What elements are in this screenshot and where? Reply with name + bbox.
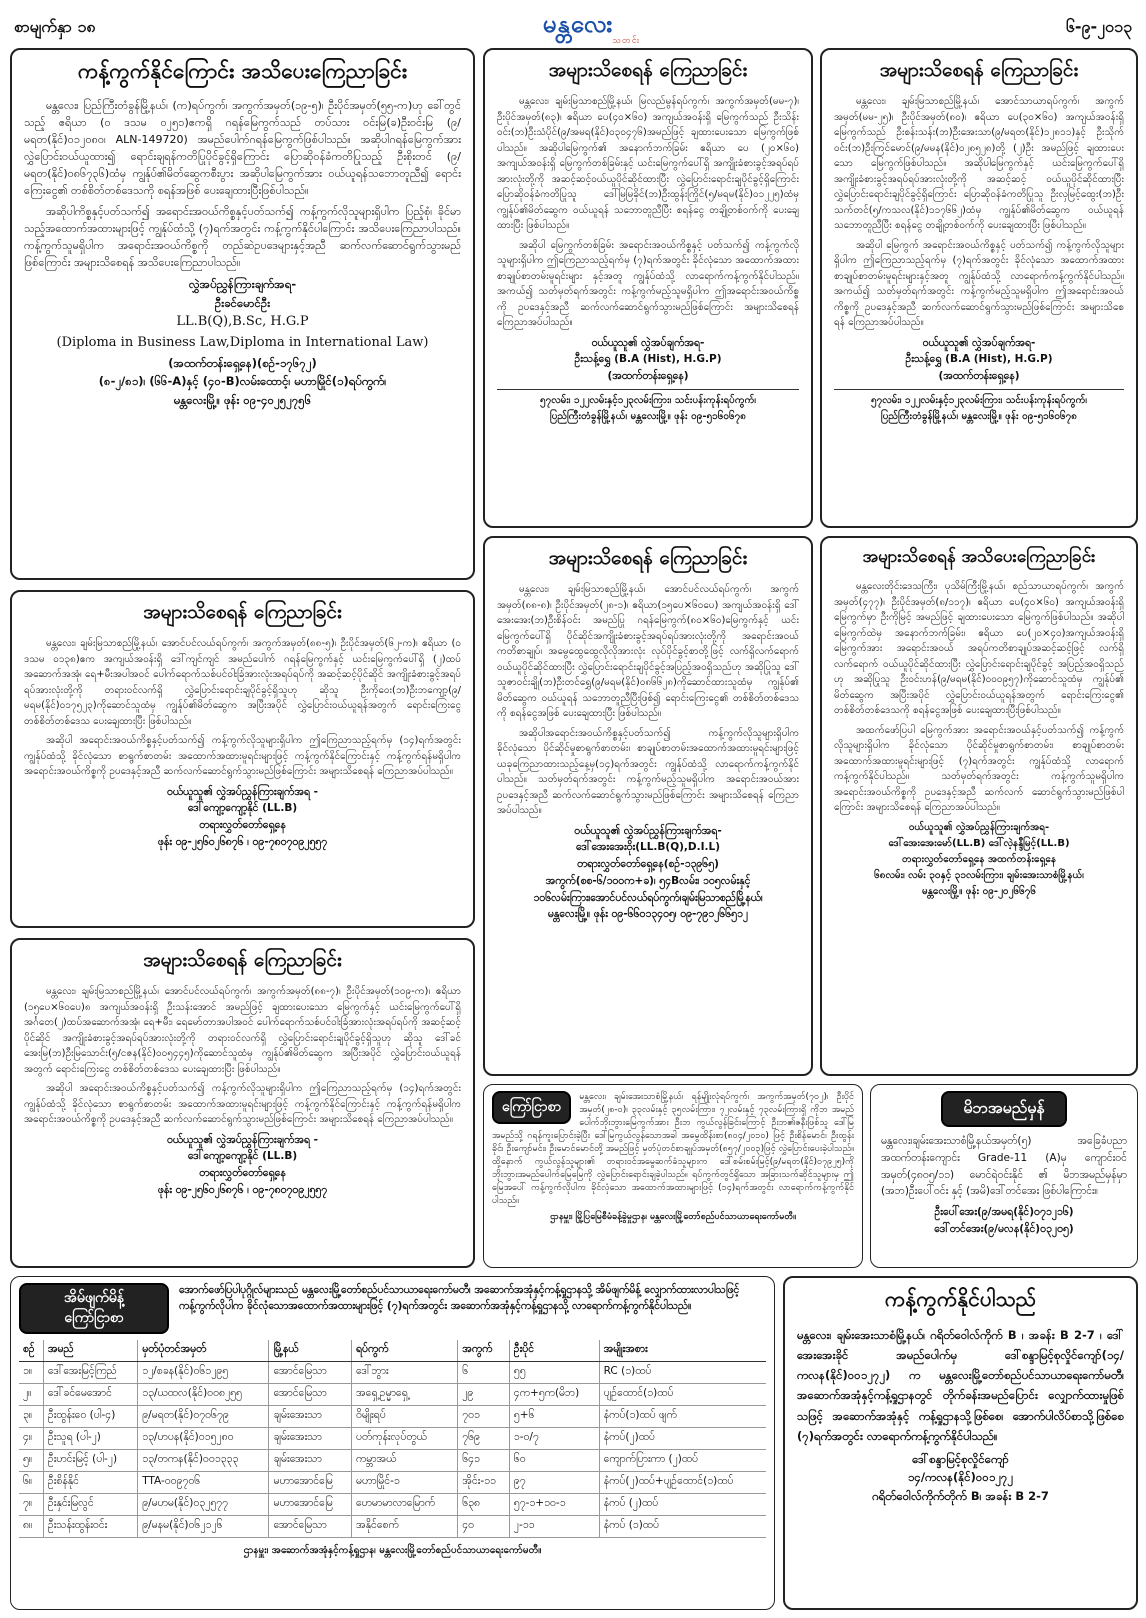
table-cell: ဦးထွန်းဝေ (ပါ-၄): [43, 1406, 137, 1428]
notice-public-2: [820, 48, 1138, 528]
notice-signature: [497, 335, 799, 385]
signature-address: (၈-၂/၈၁)၊ (၆၆-A)နှင့် (၄၀-B)လမ်းထောင့်၊ မဟာမြိုင်(၁)ရပ်ကွက်၊: [98, 374, 387, 389]
table-cell: နံကပ်(၂)ထပ်+ပျဉ်ထောင်(၁)ထပ်: [599, 1472, 766, 1494]
table-cell: ၁။: [19, 1362, 43, 1384]
signature-name: ဒေါ်အေးအေးဝိုး(LL.B(Q),D.I.L): [575, 841, 721, 854]
table-cell: ဝိမျိုးရပ်: [351, 1406, 457, 1428]
signature-phone: ဖုန်း ၀၉-၂၅၆၀၂၆၈၇၆ ၊ ၀၉-၇၈၀၇၀၉၂၅၅၇: [157, 1183, 328, 1196]
table-cell: ၁၃/တကန(နိုင်)၀၀၁၃၃၃: [138, 1450, 269, 1472]
table-cell: ပျဉ်ထောင်(၁)ထပ်: [599, 1384, 766, 1406]
table-cell: အနိုင်စေက်: [351, 1516, 457, 1538]
notice-title: အများသိစေရန် အသိပေးကြေညာခြင်း: [862, 547, 1096, 567]
table-cell: မဟာအောင်မြေ: [269, 1494, 351, 1516]
table-cell: ၃။: [19, 1406, 43, 1428]
demolition-footer: ဌာနမှူး၊ အဆောက်အအုံနှင့်ကန့်ရှုဌာန၊ မန္တလေးမြို့တော်စည်ပင်သာယာရေးကော်မတီ။: [243, 1545, 542, 1557]
table-header-cell: အမျိုးအစား: [599, 1340, 766, 1362]
table-cell: ၆: [458, 1362, 510, 1384]
notice-parent-name: [870, 1084, 1138, 1268]
address-line: ၁၀၆လမ်းကြား၊အောင်ပင်လယ်ရပ်ကွက်၊ချမ်းမြသာစည်မြို့နယ်၊: [533, 891, 763, 904]
signature-name: ဦးသန့်ရွှေ (B.A (Hist), H.G.P): [905, 353, 1053, 366]
notice-title: ကန့်ကွက်နိုင်ကြောင်း အသိပေးကြေညာခြင်း: [77, 59, 408, 83]
notice-address: [834, 389, 1124, 425]
signature-phone: ဖုန်း ၀၉-၂၅၆၀၂၆၈၇၆ ၊ ၀၉-၇၈၀၇၀၉၂၅၅၇: [157, 835, 328, 848]
parent-tag: မိဘအမည်မှန်: [941, 1091, 1066, 1127]
signature-name: ဒေါ်ကျော့ကျော့နိုင် (LL.B): [187, 1150, 298, 1163]
table-cell: ၆။: [19, 1472, 43, 1494]
notice-paragraph: မန္တလေး၊ ချမ်းမြသာစည်မြို့နယ်၊ အောင်ပင်လယ်ရပ်ကွက်၊ အကွက်အမှတ်(၈၈-၈)၊ ဦးပိုင်အမှတ်(၂၈-၁)၊ ဧရိယာ(၁၅ပေ×၆၀ပေ) အကျယ်အဝန်းရှိ ဒေါ်အေးအေး(ဘ)ဦးစိန်ဝင်း အမည်ပြု ဂရန်မြေကွက်(၈၀×၆၀)မြေကွက်နှင့် ယင်းမြေကွက်ပေါ်ရှိ ပိုင်ဆိုင်အကျိုးခံစားခွင့်အရပ်ရပ်အားလုံးတို့ကို အရောင်းအဝယ်ကတိစာချုပ်၊ အမွေထွေထွေလိုလိုအားလုံး လုပ်ပိုင်ခွင့်စာတို့ဖြင့် လက်ရှိလက်ရောက် ဝယ်ယူပိုင်ဆိုင်ထားပြီး လွှဲပြောင်းရောင်းချပိုင်ခွင့်အပြည့်အဝရှိသည်ဟု အဆိုပြုသူ ဒေါ်သူဇာဝင်းချို(ဘ)ဦးတင်ရွှေ(၉/မရမ(နိုင်)၀၈၆၆၂၈)ကိုဆောင်ထားသူထံမှ ကျွန်ုပ်၏ မိတ်ဆွေက ဝယ်ယူရန် သဘောတူညီပြီးဖြစ်၍ ရောင်းကြေးငွေ၏ တစ်စိတ်တစ်ဒေသကို စရန်ငွေအဖြစ် ပေးချေထားပြီး ဖြစ်ပါသည်။: [497, 584, 799, 719]
table-cell: ၆၄၁: [458, 1450, 510, 1472]
notice-signature: [24, 1132, 461, 1199]
demolition-tag: [19, 1283, 169, 1334]
signature-role: ဝယ်ယူသူ၏ လွှဲအပ်ညွှန်ကြားချက်အရ -: [166, 785, 319, 798]
table-header-cell: အကွက်: [458, 1340, 510, 1362]
table-row: [19, 1406, 766, 1428]
table-row: [19, 1450, 766, 1472]
signature-name: ဒေါ်အေးအေးမော်(LL.B) ဒေါ်လဲ့နန္ဒီမြင့်(LL.B): [888, 837, 1070, 849]
page-number: စာမျက်နှာ ၁၈: [14, 17, 96, 36]
notice-signature: [24, 275, 461, 409]
masthead-logo: [508, 8, 648, 48]
notice-paragraph: မန္တလေး၊ ချမ်းမြသာစည်မြို့နယ်၊ အောင်သာယာရပ်ကွက်၊ အကွက်အမှတ်(မမ-၂၅)၊ ဦးပိုင်အမှတ်(၈၀)၊ ဧရိယာ ပေ(၃၀×၆၀) အကျယ်အဝန်းရှိ မြေကွက်သည် ဦးစန်းသန်း(ဘ)ဦးအေးသာ(၉/မရတ(နိုင်)၁၂၈၁၁)နှင့် ဦးသိုက်ဝင်း(ဘ)ဦးကြင်မောင်(၉/မမန(နိုင်)၀၂၈၅၂၈)တို့ (၂)ဦး အမည်ဖြင့် ချထားပေးသော မြေကွက်ဖြစ်ပါသည်။ အဆိုပါမြေကွက်နှင့် ယင်းမြေကွက်ပေါ်ရှိ အကျိုးခံစားခွင့်အရပ်ရပ်အားလုံးတို့ကို အဆင့်ဆင့် ဝယ်ယူပိုင်ဆိုင်ထားပြီး လွှဲပြောင်းရောင်းချပိုင်ခွင့်ရှိကြောင်း ပြောဆိုဝန်ခံကတိပြုသူ ဦးလှမြင့်ထွေး(ဘ)ဦးသက်တင်(၅/ကသလ(နိုင်)၁၁၇၆၆၂)ထံမှ ကျွန်ုပ်၏မိတ်ဆွေက ဝယ်ယူရန် သဘောတူညီပြီး စရန်ငွေ တချို့တစ်ဝက်ကို ပေးချေထားပြီး ဖြစ်ပါသည်။: [834, 96, 1124, 231]
demolition-notice: [10, 1276, 775, 1610]
notice-title: အများသိစေရန် ကြေညာခြင်း: [143, 601, 342, 623]
signature-name: ဦးခင်မောင်ဦး: [214, 295, 271, 310]
table-header-cell: ဦးပိုင်: [509, 1340, 599, 1362]
signature-license: (အထက်တန်းရှေ့နေ): [607, 370, 689, 383]
notice-signature: [834, 335, 1124, 385]
table-cell: ကမ္ဘာအယ်: [351, 1450, 457, 1472]
table-cell: နံကပ် (၂)ထပ်: [599, 1494, 766, 1516]
table-cell: ဦးသန်းထွန်းဝင်း: [43, 1516, 137, 1538]
notice-paragraph: မန္တလေး၊ ချမ်းမြသာစည်မြို့နယ်၊ အောင်ပင်လယ်ရပ်ကွက်၊ အကွက်အမှတ်(၈၈-၅)၊ ဦးပိုင်အမှတ်(၆၂-က)၊ ဧရိယာ (၀ ဒသမ ၀၁၃၈)ဧက အကျယ်အဝန်းရှိ ဒေါ်ကျင်ကျင် အမည်ပေါက် ဂရန်မြေကွက်နှင့် ယင်းမြေကွက်ပေါ်ရှိ (၂)ထပ်အဆောက်အအုံ၊ ရေ+မီးအပါအဝင် ပေါက်ရောက်သစ်ပင်ဝါးခြံအားလုံးအရပ်ရပ်ကို အဆင့်ဆင့်ပိုင်ဆိုင် အကျိုးခံစားခွင့်အရပ်ရပ်အားလုံးတို့ကို တရားဝင်လက်ရှိ လွှဲပြောင်းရောင်းချပိုင်ခွင့်ရှိသူဟု ဆိုသူ ဦးကိုဝေး(ဘ)ဦးဘကျော့(၉/မရမ(နိုင်)၀၁၇၅၂၃)ကိုဆောင်သူထံမှ ကျွန်ုပ်၏မိတ်ဆွေက အပြီးအပိုင် လွှဲပြောင်းဝယ်ယူရန်အတွက် ရောင်းကြေးငွေ တစ်စိတ်တစ်ဒေသ ပေးချေထားပြီး ဖြစ်ပါသည်။: [24, 638, 461, 727]
tag-line: အိမ်ဖျက်မိန့်: [63, 1290, 124, 1306]
table-row: [19, 1428, 766, 1450]
table-row: [19, 1472, 766, 1494]
table-cell: ၁၃/ယထလ(နိုင်)၀၀၈၂၅၅: [138, 1384, 269, 1406]
table-cell: မဟာမြိုင်-၁: [351, 1472, 457, 1494]
signature-role: ဝယ်ယူသူ၏ လွှဲအပ်ချက်အရ-: [591, 336, 705, 349]
signature-role: ဝယ်ယူသူ၏ လွှဲအပ်ညွှန်ကြားချက်အရ-: [908, 821, 1050, 833]
table-row: [19, 1362, 766, 1384]
logo-subtext: သတင်း: [612, 36, 640, 46]
table-header-cell: စဉ်: [19, 1340, 43, 1362]
notice-objection: [10, 48, 475, 580]
notice-public-3: [10, 590, 475, 928]
table-cell: ၄၀: [458, 1516, 510, 1538]
table-cell: ဟေမာမာလာမြောက်: [351, 1494, 457, 1516]
address-line: မန္တလေးမြို့။ ဖုန်း ၀၉-၂၀၂၆၆၇၆: [922, 885, 1036, 897]
notice-paragraph: အဆိုပါ အရောင်းအဝယ်ကိစ္စနှင့်ပတ်သက်၍ ကန့်ကွက်လိုသူများရှိပါက ဤကြေညာသည့်ရက်မှ (၁၄)ရက်အတွင်း ကျွန်ုပ်ထံသို့ ခိုင်လုံသော စာရွက်စာတမ်း အထောက်အထားမူရင်းများဖြင့် ကန့်ကွက်နိုင်ကြောင်းနှင့် ကန့်ကွက်ရန်မရှိပါက အရောင်းအဝယ်ကိစ္စကို ဥပဒေနှင့်အညီ ဆက်လက်ဆောင်ရွက်သွားမည်ဖြစ်ကြောင်း အများသိစေရန် ကြေညာအပ်ပါသည်။: [24, 735, 461, 777]
tag-line: ကြော်ငြာစာ: [64, 1309, 124, 1326]
signature-degree: LL.B(Q),B.Sc, H.G.P: [176, 314, 309, 330]
address-line: အကွက်(စစ-၆/၁၀၀က+ခ)၊ ၅၄Bလမ်း၊ ၁၀၅လမ်းနှင့်: [545, 874, 751, 887]
notice-body: [497, 94, 799, 331]
table-cell: ၉/မဟမ(နိုင်)၀၃၂၅၇၇: [138, 1494, 269, 1516]
notice-public-1: [483, 48, 813, 528]
address-line: မန္တလေးမြို့။ ဖုန်း ၀၉-၆၆၀၁၃၄၀၅၊ ၀၉-၇၉၁၂၆၆၅၁၂: [547, 908, 749, 921]
table-cell: ၇၀၁: [458, 1406, 510, 1428]
table-cell: နံကပ်(၁)ထပ် ဖျက်: [599, 1406, 766, 1428]
notice-paragraph: မန္တလေး၊ချမ်းအေးသာစံမြို့နယ်အမှတ်(၅) အခြေခံပညာအထက်တန်းကျောင်း Grade-11 (A)မှ ကျောင်းဝင်အမှတ်(၄၈၀၅/၁၁) မောင်ရဲဝင်းနိုင် ၏ မိဘအမည်မှန်မှာ (အဘ)ဦးပေါ်ဝင်း နှင့် (အမိ)ဒေါ်တင်အေး ဖြစ်ပါကြောင်း။: [881, 1135, 1127, 1198]
notice-signature: [881, 1204, 1127, 1238]
address-line: ၆၈လမ်း၊ လမ်း ၃၀နှင့် ၃၁လမ်းကြား၊ ချမ်းအေးသာစံမြို့နယ်၊: [874, 869, 1084, 881]
table-cell: ကျောက်ပြားကာ (၂)ထပ်: [599, 1450, 766, 1472]
table-cell: ၉/မနမ(နိုင်)၀၆၂၁၂၆: [138, 1516, 269, 1538]
signature-role: ဝယ်ယူသူ၏ လွှဲအပ်ညွှန်ကြားချက်အရ -: [166, 1133, 319, 1146]
table-cell: အောင်မြေသာ: [269, 1516, 351, 1538]
notice-paragraph: မန္တလေးတိုင်းဒေသကြီး၊ ပုသိမ်ကြီးမြို့နယ်၊ စည်သာယာရပ်ကွက်၊ အကွက်အမှတ်(၄၇၇)၊ ဦးပိုင်အမှတ်(၈/၁၁၇)၊ ဧရိယာ ပေ(၄၀×၆၀) အကျယ်အဝန်းရှိ မြေကွက်မှာ ဦးကိုမြင့် အမည်ဖြင့် ချထားပေးသော မြေကွက်ဖြစ်ပါသည်။ အဆိုပါမြေကွက်ထဲမှ အနောက်ဘက်ခြမ်း၊ ဧရိယာ ပေ(၂၀×၄၀)အကျယ်အဝန်းရှိ မြေကွက်အား အရောင်းအဝယ် အရပ်ကတိစာချုပ်အဆင့်ဆင့်ဖြင့် လက်ရှိလက်ရောက် ဝယ်ယူပိုင်ဆိုင်ထားပြီး လွှဲပြောင်းရောင်းချပိုင်ခွင့် အပြည့်အဝရှိသည်ဟု အဆိုပြုသူ ဦးဝင်းဟန်(၉/မရမ(နိုင်)၀၀၀၉၅၇)ကိုဆောင်သူထံမှ ကျွန်ုပ်၏ မိတ်ဆွေက အပြီးအပိုင် လွှဲပြောင်းဝယ်ယူရန်အတွက် ရောင်းကြေးငွေ၏ တစ်စိတ်တစ်ဒေသကို စရန်ငွေအဖြစ် ပေးချေထားပြီးဖြစ်ပါသည်။: [834, 581, 1124, 716]
notice-title: အများသိစေရန် ကြေညာခြင်း: [143, 949, 342, 971]
notice-body: [24, 984, 461, 1128]
table-cell: ချမ်းအေးသာ: [269, 1428, 351, 1450]
table-cell: ၂-၁၁: [509, 1516, 599, 1538]
notice-body: [834, 94, 1124, 331]
table-cell: ၁၂/စခန(နိုင်)၀၆၁၂၉၅: [138, 1362, 269, 1384]
signature-name: ဒေါ်စန္ဒာမြင့်စုလှိုင်ကျော်: [912, 1451, 1009, 1466]
table-cell: ၄က+၅က(မိဘ): [509, 1384, 599, 1406]
table-cell: RC (၁)ထပ်: [599, 1362, 766, 1384]
notice-can-object: [783, 1276, 1138, 1610]
table-row: [19, 1516, 766, 1538]
table-cell: ၇၆၉: [458, 1428, 510, 1450]
table-cell: ၄။: [19, 1428, 43, 1450]
notice-paragraph: အထက်ဖော်ပြပါ မြေကွက်အား အရောင်းအဝယ်နှင့်ပတ်သက်၍ ကန့်ကွက်လိုသူများရှိပါက ခိုင်လုံသော ပိုင်ဆိုင်မှုစာရွက်စာတမ်း၊ စာချုပ်စာတမ်းအထောက်အထားမူရင်းများဖြင့် (၇)ရက်အတွင်း ကျွန်ုပ်ထံသို့ လာရောက်ကန့်ကွက်နိုင်ပါသည်။ သတ်မှတ်ရက်အတွင်း ကန့်ကွက်သူမရှိပါက အရောင်းအဝယ်ကိစ္စကို ဥပဒေနှင့်အညီ ဆက်လက် ဆောင်ရွက်သွားမည်ဖြစ်ပါကြောင်း အများသိစေရန် ကြေညာအပ်ပါသည်။: [834, 724, 1124, 813]
notice-body: [797, 1325, 1124, 1446]
signature-diploma: (Diploma in Business Law,Diploma in International Law): [56, 335, 429, 351]
table-cell: ၅+၆: [509, 1406, 599, 1428]
table-body: [19, 1362, 766, 1538]
notice-body: [497, 582, 799, 819]
table-header-cell: မြို့နယ်: [269, 1340, 351, 1362]
table-header-cell: မှတ်ပုံတင်အမှတ်: [138, 1340, 269, 1362]
notice-body: [24, 636, 461, 780]
notice-body: [881, 1133, 1127, 1200]
table-cell: ၂။: [19, 1384, 43, 1406]
notice-public-6: [820, 536, 1138, 1076]
notice-paragraph: အဆိုပါ အရောင်းအဝယ်ကိစ္စနှင့်ပတ်သက်၍ ကန့်ကွက်လိုသူများရှိပါက ဤကြေညာသည့်ရက်မှ (၁၄)ရက်အတွင်း ကျွန်ုပ်ထံသို့ ခိုင်လုံသော စာရွက်စာတမ်း အထောက်အထားမူရင်းများဖြင့် ကန့်ကွက်နိုင်ကြောင်းနှင့် ကန့်ကွက်ရန်မရှိပါက အရောင်းအဝယ်ကိစ္စကို ဥပဒေနှင့်အညီ ဆက်လက်ဆောင်ရွက်သွားမည်ဖြစ်ကြောင်း အများသိစေရန် ကြေညာအပ်ပါသည်။: [24, 1083, 461, 1125]
signature-role: ဝယ်ယူသူ၏ လွှဲအပ်ညွှန်ကြားချက်အရ-: [574, 824, 722, 837]
table-cell: ဦးသူရ (ပါ-၂): [43, 1428, 137, 1450]
notice-paragraph: မန္တလေး၊ ချမ်းအေးသာစံမြို့နယ်၊ ရန်မျိုးလုံရပ်ကွက်၊ အကွက်အမှတ်(၇၀၂)၊ ဦးပိုင်အမှတ်(၂၈-၀)၊ ၃၃လမ်းနှင့် ၃၅လမ်းကြား၊ ၇၂လမ်းနှင့် ၇၃လမ်းကြားရှိ ကိုဘ အမည်ပေါက်ဘိုးဘွားမြေကွက်အား ဦးဘ ကွယ်လွန်ခြင်းကြောင့် ဦးဘ၏ဇနီးဖြစ်သူ ဒေါ်မြ အမည်သို့ ဂရန်ကူးပြောင်းခဲ့ပြီး ဒေါ်မြကွယ်လွန်သောအခါ အမွေထိန်းစာ(၈၀၄/၂၀၁၀) ဖြင့် ဦးစိန်မောင်၊ ဦးထွန်းခိုင်၊ ဦးကျော်မင်း၊ ဦးမောင်မောင်တို့ အမည်ဖြင့် မှတ်ပုံတင်စာချုပ်အမှတ်(၈၅၇/၂၀၀၃)ဖြင့် လွှဲပြောင်းပေးခဲ့ပါသည်။ ထို့နောက် ကွယ်လွန်သူများ၏ တရားဝင်အမွေဆက်ခံသူများက ဒေါ်စမ်းစမ်းမြင့်(၉/မရတ(နိုင်)၀၇၉၂၅)ကို ဘိုးဘွားအမည်ပေါက်မြေမြေကို လွှဲပြောင်းရောင်းချခဲ့ပါသည်။ ရပ်ကွက်တွင်ရှိသော အခြားသက်ဆိုင်သူများမှ ဤမြေအပေါ် ကန့်ကွက်လိုပါက ခိုင်လုံသော အထောက်အထားများဖြင့် (၁၄)ရက်အတွင်း လာရောက်ကန့်ကွက်နိုင်ပါသည်။: [492, 1092, 854, 1207]
table-cell: ဦးနှင်းမြလွင်: [43, 1494, 137, 1516]
table-cell: ၆၀: [509, 1450, 599, 1472]
address-line: ပြည်ကြီးတံခွန်မြို့နယ်၊ မန္တလေးမြို့။ ဖုန်း ၀၉-၅၁၆၀၆၇၈: [550, 410, 746, 422]
page-header: [8, 6, 1138, 50]
notice-body: [834, 579, 1124, 816]
advert-tag: ကြော်ငြာစာ: [492, 1091, 571, 1124]
issue-date: ၆-၉-၂၀၁၃: [1065, 17, 1132, 36]
table-cell: နံကပ်(၂)ထပ်: [599, 1428, 766, 1450]
signature-license: တရားလွှတ်တော်ရှေ့နေ: [199, 819, 286, 832]
table-header-cell: ရပ်ကွက်: [351, 1340, 457, 1362]
advert-footer: ဌာနမှူး၊ မြို့ပြမြေစီမံခန့်ခွဲမှုဌာန၊ မန္တလေးမြို့တော်စည်ပင်သာယာရေးကော်မတီ။: [550, 1212, 796, 1223]
table-cell: ဒေါ်ဘွား: [351, 1362, 457, 1384]
parent-tag-wrap: [881, 1091, 1127, 1127]
table-cell: နံကပ် (၁)ထပ်: [599, 1516, 766, 1538]
address-line: ၅၇လမ်း၊ ၁၂၂လမ်းနှင့်၁၂၃လမ်းကြား၊ သင်းပန်းကုန်းရပ်ကွက်၊: [540, 394, 756, 406]
table-cell: ၅၅: [509, 1362, 599, 1384]
notice-paragraph: မန္တလေး၊ ချမ်းမြသာစည်မြို့နယ်၊ မြလည်မွန်ရပ်ကွက်၊ အကွက်အမှတ်(မမ-၇)၊ ဦးပိုင်အမှတ်(၈၃)၊ ဧရိယာ ပေ(၄၀×၆၀) အကျယ်အဝန်းရှိ မြေကွက်သည် ဦးသိန်းဝင်း(ဘ)ဦးသံပိုင်(၉/အမရ(နိုင်)၀၃၀၄၇၆)အမည်ဖြင့် ချထားပေးသော မြေကွက်ဖြစ်ပါသည်။ အဆိုပါမြေကွက်၏ အနောက်ဘက်ခြမ်း ဧရိယာ ပေ (၂၀×၆၀) အကျယ်အဝန်းရှိ မြေကွက်တစ်ခြမ်းနှင့် ယင်းမြေကွက်ပေါ်ရှိ အကျိုးခံစားခွင့်အရပ်ရပ်အားလုံးတို့ကို အဆင့်ဆင့်ဝယ်ယူပိုင်ဆိုင်ထားပြီး လွှဲပြောင်းရောင်းချပိုင်ခွင့်ရှိကြောင်း ပြောဆိုဝန်ခံကတိပြုသူ ဒေါ်မြမြခိုင်(ဘ)ဦးထွန်းကြိုင်(၅/မရမ(နိုင်)၀၁၂၂၅)ထံမှ ကျွန်ုပ်၏မိတ်ဆွေက ဝယ်ယူရန် သဘောတူညီပြီး စရန်ငွေ တချို့တစ်ဝက်ကို ပေးချေထားပြီး ဖြစ်ပါသည်။: [497, 96, 799, 231]
table-row: [19, 1384, 766, 1406]
notice-signature: [24, 784, 461, 851]
signature-name: ဦးပေါ်အေး(၉/အမရ(နိုင်)၀၇၁၂၁၆): [934, 1206, 1074, 1219]
notice-paragraph: မန္တလေး၊ ချမ်းအေးသာစံမြို့နယ်၊ ဂရိတ်ဝေါလ်ကိုက် B ၊ အခန်း B 2-7 ၊ ဒေါ်အေးအေးခိုင် အမည်ပေါက်မှ ဒေါ်စန္ဒာမြင့်စုလှိုင်ကျော်(၁၄/ကလန(နိုင်)၀၀၁၂၇၂) က မန္တလေးမြို့တော်စည်ပင်သာယာရေးကော်မတီ၊ အဆောက်အအုံနှင့်ကန့်ရှုဌာနတွင် တိုက်ခန်းအမည်ပြောင်း လျှောက်ထားမှုဖြစ်သဖြင့် အဆောက်အအုံနှင့် ကန့်ရှုဌာနသို့ဖြစ်စေ၊ အောက်ပါလိပ်စာသို့ဖြစ်စေ (၇)ရက်အတွင်း လာရောက်ကန့်ကွက်နိုင်ပါသည်။: [797, 1328, 1124, 1443]
table-cell: အိုင်း-၁၁: [458, 1472, 510, 1494]
table-cell: TTA-၀၀၉၇၀၆: [138, 1472, 269, 1494]
table-cell: အောင်မြေသာ: [269, 1384, 351, 1406]
notice-advert: [483, 1084, 863, 1268]
signature-name: ဒေါ်ကျော့ကျော့နိုင် (LL.B): [187, 802, 298, 815]
notice-signature: [834, 820, 1124, 900]
signature-license: တရားလွှတ်တော်ရှေ့နေ: [199, 1167, 286, 1180]
notice-paragraph: အဆိုပါအရောင်းအဝယ်ကိစ္စနှင့်ပတ်သက်၍ ကန့်ကွက်လိုသူများရှိပါက ခိုင်လုံသော ပိုင်ဆိုင်မှုစာရွက်စာတမ်း၊ စာချုပ်စာတမ်းအထောက်အထားမူရင်းများဖြင့် ယခုကြေညာထားသည့်နေ့မှ(၁၄)ရက်အတွင်း ကျွန်ုပ်ထံသို့ လာရောက်ကန့်ကွက်နိုင်ပါသည်။ သတ်မှတ်ရက်အတွင်း ကန့်ကွက်မည့်သူမရှိပါက အရောင်းအဝယ်အား ဥပဒေနှင့်အညီ ဆက်လက်ဆောင်ရွက်သွားမည်ဖြစ်ကြောင်း အများသိစေရန် ကြေညာအပ်ပါသည်။: [497, 727, 799, 816]
signature-license: (အထက်တန်းရှေ့နေ): [938, 370, 1020, 383]
notice-paragraph: အဆိုပါ မြေကွက် အရောင်းအဝယ်ကိစ္စနှင့် ပတ်သက်၍ ကန့်ကွက်လိုသူများရှိပါက ဤကြေညာသည့်ရက်မှ (၇)ရက်အတွင်း ခိုင်လုံသော အထောက်အထား စာချုပ်စာတမ်းမူရင်းများနှင့်အတူ ကျွန်ုပ်ထံသို့ လာရောက်ကန့်ကွက်နိုင်ပါသည်။ အကယ်၍ သတ်မှတ်ရက်အတွင်း ကန့်ကွက်မည့်သူမရှိပါက ဤအရောင်းအဝယ်ကိစ္စကို ဥပဒေနှင့်အညီ ဆက်လက်ဆောင်ရွက်သွားမည်ဖြစ်ကြောင်း အများသိစေရန် ကြေညာအပ်ပါသည်။: [834, 239, 1124, 328]
demolition-header: [19, 1283, 766, 1334]
advert-tag-wrap: [492, 1091, 571, 1124]
table-cell: ၂၉: [458, 1384, 510, 1406]
demolition-table: [19, 1340, 766, 1538]
signature-license: (အထက်တန်းရှေ့နေ)(စဉ်-၁၇၆၇၂): [168, 355, 317, 370]
table-cell: အောင်မြေသာ: [269, 1362, 351, 1384]
signature-role: ဝယ်ယူသူ၏ လွှဲအပ်ချက်အရ-: [922, 336, 1036, 349]
signature-role: လွှဲအပ်ညွှန်ကြားချက်အရ-: [188, 277, 297, 292]
notice-public-5: [483, 536, 813, 1076]
table-cell: ၉/မရတ(နိုင်)၀၇၀၆၇၉: [138, 1406, 269, 1428]
table-cell: ၁-၀/၇: [509, 1428, 599, 1450]
signature-license: တရားလွှတ်တော်ရှေ့နေ(စဉ်-၁၃၉၆၅): [577, 858, 719, 871]
table-cell: ၉၇: [509, 1472, 599, 1494]
logo-text: မန္တလေး: [542, 9, 614, 38]
signature-name: ဒေါ်တင်အေး(၉/မလန(နိုင်)၀၃၂၀၅): [934, 1222, 1074, 1235]
notice-title: အများသိစေရန် ကြေညာခြင်း: [879, 59, 1079, 81]
table-cell: အရှေ့ဥမ္မာရှေ့: [351, 1384, 457, 1406]
table-header-cell: အမည်: [43, 1340, 137, 1362]
table-cell: ၅၇-၁+၁၀-၁: [509, 1494, 599, 1516]
notice-public-4: [10, 938, 475, 1268]
table-cell: ချမ်းအေးသာ: [269, 1450, 351, 1472]
signature-address: ဂရိတ်ဝေါလ်ကိုက်တိုက် B၊ အခန်း B 2-7: [872, 1488, 1049, 1503]
table-cell: ၇။: [19, 1494, 43, 1516]
address-line: ပြည်ကြီးတံခွန်မြို့နယ်၊ မန္တလေးမြို့။ ဖုန်း ၀၉-၅၁၆၀၆၇၈: [881, 410, 1077, 422]
table-cell: ဦးဟင်းမြင့် (ပါ-၂): [43, 1450, 137, 1472]
table-cell: ပတ်ကုန်းလုပ်တွယ်: [351, 1428, 457, 1450]
notice-title: ကန့်ကွက်နိုင်ပါသည်: [884, 1287, 1037, 1311]
notice-paragraph: မန္တလေး၊ ပြည်ကြီးတံခွန်မြို့နယ်၊ (က)ရပ်ကွက်၊ အကွက်အမှတ်(၁၉-၅)၊ ဦးပိုင်အမှတ်(၅၅-က)ဟု ခေါ်တွင်သည့် ဧရိယာ (၀ ဒသမ ၀၂၅၁)ဧကရှိ ဂရန်မြေကွက်သည် တပ်သား ဝင်းမြ(ခ)ဦးဝင်းမြ (၉/မရတ(နိုင်)၀၁၂၀၈၀၊ ALN-149720) အမည်ပေါက်ဂရန်မြေကွက်ဖြစ်ပါသည်။ အဆိုပါဂရန်မြေကွက်အား လွှဲပြောင်းဝယ်ယူထား၍ ရောင်းချရန်ကတိပြုပိုင်ခွင့်ရှိကြောင်း ပြောဆိုဝန်ခံကတိပြုသည့် ဦးစိုးတင် (၉/မရတ(နိုင်)၀၈၆၇၃၆)ထံမှ ကျွန်ုပ်၏မိတ်ဆွေကစီးပွား အဆိုပါမြေကွက်အား ဝယ်ယူရန်သဘောတူညီ၍ ရောင်းကြေးငွေ၏ တစ်စိတ်တစ်ဒေသကို စရန်အဖြစ် ပေးချေထားပြီးဖြစ်ပါသည်။: [24, 99, 461, 198]
table-cell: ၁၃/ဟပန(နိုင်)၀၁၅၂၈၀: [138, 1428, 269, 1450]
demolition-intro: အောက်ဖော်ပြပါပုဂ္ဂိုလ်များသည် မန္တလေးမြို့တော်စည်ပင်သာယာရေးကော်မတီ၊ အဆောက်အအုံနှင့်ကန့်ရှုဌာနသို့ အိမ်ဖျက်မိန့် လျှောက်ထားလာပါသဖြင့် ကန့်ကွက်လိုပါက ခိုင်လုံသောအထောက်အထားများဖြင့် (၇)ရက်အတွင်း အဆောက်အအုံနှင့်ကန့်ရှုဌာနသို့ လာရောက်ကန့်ကွက်နိုင်ပါသည်။: [179, 1284, 740, 1312]
signature-name: ဦးသန့်ရွှေ (B.A (Hist), H.G.P): [574, 353, 722, 366]
table-cell: ဒေါ်ခင်မေအောင်: [43, 1384, 137, 1406]
notice-paragraph: မန္တလေး၊ ချမ်းမြသာစည်မြို့နယ်၊ အောင်ပင်လယ်ရပ်ကွက်၊ အကွက်အမှတ်(၈၈-၇)၊ ဦးပိုင်အမှတ်(၁၀၉-က)၊ ဧရိယာ (၁၅ပေ×၆၀ပေ)၈ အကျယ်အဝန်းရှိ ဦးသန်းအောင် အမည်ဖြင့် ချထားပေးသော မြေကွက်နှင့် ယင်းမြေကွက်ပေါ်ရှိ အင်္ဂတေ(၂)ထပ်အဆောက်အအုံ၊ ရေ+မီး၊ ရေမော်တာအပါအဝင် ပေါက်ရောက်သစ်ပင်ဝါးခြံအားလုံးအရပ်ရပ်ကို အဆင့်ဆင့်ပိုင်ဆိုင် အကျိုးခံစားခွင့်အရပ်ရပ်အားလုံးတို့ကို တရားဝင်လက်ရှိ လွှဲပြောင်းရောင်းချပိုင်ခွင့်ရှိသူဟု ဆိုသူ ဒေါ်ခင်အေးမြ(ဘ)ဦးမြသောင်း(၅/ငဇန(နိုင်)၀၀၅၄၄၅)ကိုဆောင်သူထံမှ ကျွန်ုပ်၏မိတ်ဆွေက အပြီးအပိုင် လွှဲပြောင်းဝယ်ယူရန်အတွက် ရောင်းကြေးငွေ တစ်စိတ်တစ်ဒေသ ပေးချေထားပြီး ဖြစ်ပါသည်။: [24, 986, 461, 1075]
notice-body: [24, 97, 461, 271]
signature-id: ၁၄/ကလန(နိုင်)၀၀၁၂၇၂: [907, 1470, 1014, 1485]
table-row: [19, 1494, 766, 1516]
table-cell: ၈။: [19, 1516, 43, 1538]
notice-paragraph: အဆိုပါ မြေကွက်တစ်ခြမ်း အရောင်းအဝယ်ကိစ္စနှင့် ပတ်သက်၍ ကန့်ကွက်လိုသူများရှိပါက ဤကြေညာသည့်ရက်မှ (၇)ရက်အတွင်း ခိုင်လုံသော အထောက်အထား စာချုပ်စာတမ်းမူရင်းများ နှင့်အတူ ကျွန်ုပ်ထံသို့ လာရောက်ကန့်ကွက်နိုင်ပါသည်။အကယ်၍ သတ်မှတ်ရက်အတွင်း ကန့်ကွက်မည့်သူမရှိပါက ဤအရောင်းအဝယ်ကိစ္စကို ဥပဒေနှင့်အညီ ဆက်လက်ဆောင်ရွက်သွားမည်ဖြစ်ကြောင်း အများသိစေရန် ကြေညာအပ်ပါသည်။: [497, 239, 799, 328]
table-cell: ၆၃၈: [458, 1494, 510, 1516]
table-cell: မဟာအောင်မြေ: [269, 1472, 351, 1494]
notice-signature: [497, 823, 799, 924]
address-line: ၅၇လမ်း၊ ၁၂၂လမ်းနှင့်၁၂၃လမ်းကြား၊ သင်းပန်းကုန်းရပ်ကွက်၊: [871, 394, 1087, 406]
notice-title: အများသိစေရန် ကြေညာခြင်း: [548, 547, 748, 569]
notice-paragraph: အဆိုပါကိစ္စနှင့်ပတ်သက်၍ အရောင်းအဝယ်ကိစ္စနှင့်ပတ်သက်၍ ကန့်ကွက်လိုသူများရှိပါက ပြည့်စုံ၊ ခိုင်မာသည့်အထောက်အထားများဖြင့် ကျွန်ုပ်ထံသို့ (၇)ရက်အတွင်း ကန့်ကွက်နိုင်ပါကြောင်း အသိပေးကြေညာပါသည်။ ကန့်ကွက်သူမရှိပါက အရောင်းအဝယ်ကိစ္စကို တည်ဆဲဥပဒေများနှင့်အညီ ဆက်လက်ဆောင်ရွက်သွားမည်ဖြစ်ကြောင်း အများသိစေရန် အသိပေးကြေညာပါသည်။: [24, 205, 461, 270]
notice-title: အများသိစေရန် ကြေညာခြင်း: [548, 59, 748, 81]
signature-phone: မန္တလေးမြို့။ ဖုန်း ၀၉-၄၀၂၅၂၇၅၆: [173, 392, 312, 407]
table-cell: ဒေါ်အေးမြင့်ကြည်: [43, 1362, 137, 1384]
notice-address: [497, 389, 799, 425]
signature-license: တရားလွှတ်တော်ရှေ့နေ အထက်တန်းရှေ့နေ: [901, 853, 1057, 865]
table-header-row: [19, 1340, 766, 1362]
table-cell: ချမ်းအေးသာ: [269, 1406, 351, 1428]
table-cell: ၅။: [19, 1450, 43, 1472]
table-cell: ဦးစိန်နိုင်: [43, 1472, 137, 1494]
notice-signature: [797, 1450, 1124, 1505]
